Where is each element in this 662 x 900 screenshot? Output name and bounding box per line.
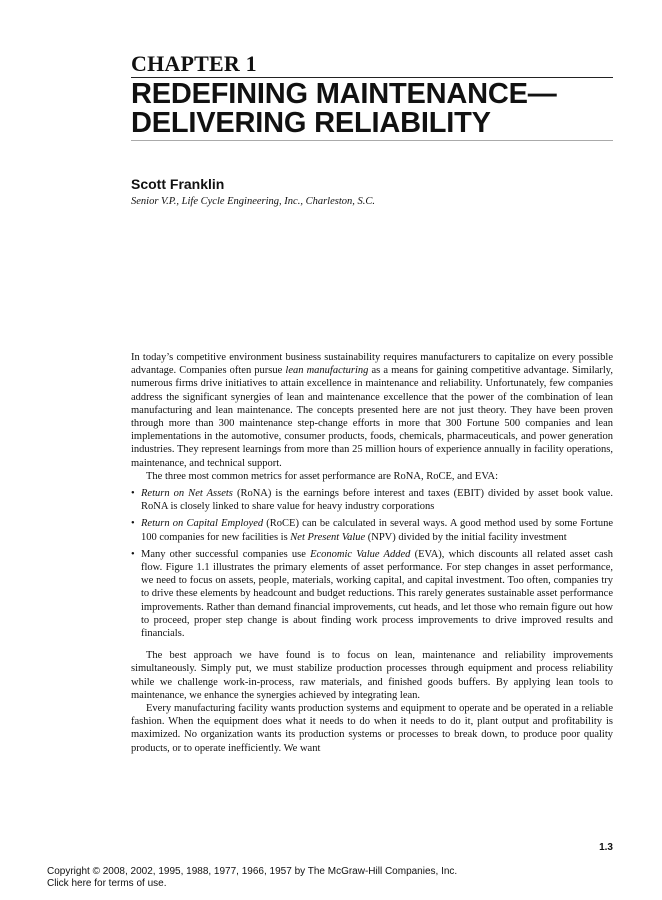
bullet-term: Economic Value Added [310,548,411,560]
title-rule [131,140,613,141]
chapter-title-line-2: DELIVERING RELIABILITY [131,107,491,139]
bullet-text: (RoCE) can be calculated in several ways. A good method used by some Fortune 100 companies for new facilities is [141,518,613,543]
bullet-icon: • [131,488,135,500]
list-item [131,548,613,640]
paragraph-approach: The best approach we have found is to focus on lean, maintenance and reliability improvements simultaneously. Simply put, we must stabilize production processes through equipment and process reliability while we challenge work-in-process, raw materials, and finished goods buffers. By applying lean tools to maintenance, we enhance the synergies achieved by integrating lean. [131,650,613,701]
copyright-notice: Copyright © 2008, 2002, 1995, 1988, 1977, 1966, 1957 by The McGraw-Hill Companies, Inc. [47,866,458,877]
bullet-text-secondary: (NPV) divided by the initial facility investment [365,531,567,543]
paragraph-reliability: Every manufacturing facility wants production systems and equipment to operate and be operated in a reliable fashion. When the equipment does what it needs to do when it needs to do it, plant output and profitability is maximized. No organization wants its production systems or processes to break down, to produce poor quality products, or to operate inefficiently. We want [131,703,613,754]
paragraph-intro [131,351,613,470]
bullet-lead-text: Many other successful companies use [141,548,311,560]
lean-manufacturing-term: lean manufacturing [285,365,369,377]
paragraph-metrics: The three most common metrics for asset performance are RoNA, RoCE, and EVA: [146,470,499,482]
bullet-text: (RoNA) is the earnings before interest and taxes (EBIT) divided by asset book value. RoNA is closely linked to share value for heavy industry corporations [141,488,613,513]
bullet-text: (EVA), which discounts all related asset cash flow. Figure 1.1 illustrates the primary elements of asset performance. For step changes in asset performance, we need to focus on assets, people, materials, working capital, and capital investment. Too often, companies try to drive these elements by headcount and budget reductions. This rarely generates sustainable asset performance improvements. Rather than demand financial improvements, cut heads, and let those who remain figure out how to proceed, proper step change is about finding work process improvements to drive improved results and financials. [141,548,613,640]
paragraph-intro-rest: as a means for gaining competitive advantage. Similarly, numerous firms drive initiatives to attain excellence in maintenance and reliability. Unfortunately, few companies address the significant synergies of lean and maintenance excellence that the power of the combination of lean manufacturing and lean maintenance. The concepts presented here are not just theory. They have been proven through more than 300 maintenance step-change efforts in more that 300 Fortune 500 companies and lean implementations in the automotive, consumer products, foods, chemicals, pharmaceuticals, and power generation industries. They represent learnings from more than 25 million hours of experience annually in facility operations, maintenance, and technical support. [131,365,613,469]
author-affiliation: Senior V.P., Life Cycle Engineering, Inc., Charleston, S.C. [131,196,376,207]
page-number: 1.3 [599,842,613,853]
bullet-term-secondary: Net Present Value [290,531,366,543]
paragraph-intro-start: In today’s competitive environment business sustainability requires manufacturers to capitalize on every possible advantage. Companies often pursue [131,352,613,377]
list-item [131,517,613,543]
body-text [131,351,613,755]
terms-of-use-link[interactable]: Click here for terms of use. [47,878,167,889]
chapter-title [131,80,613,138]
chapter-label: CHAPTER 1 [131,51,257,76]
bullet-icon: • [131,518,135,530]
list-item [131,487,613,513]
chapter-title-line-1: REDEFINING MAINTENANCE— [131,78,557,110]
bullet-icon: • [131,548,135,560]
author-name: Scott Franklin [131,176,225,192]
bullet-term: Return on Net Assets [141,488,233,500]
metrics-list [131,487,613,640]
bullet-term: Return on Capital Employed [141,518,264,530]
